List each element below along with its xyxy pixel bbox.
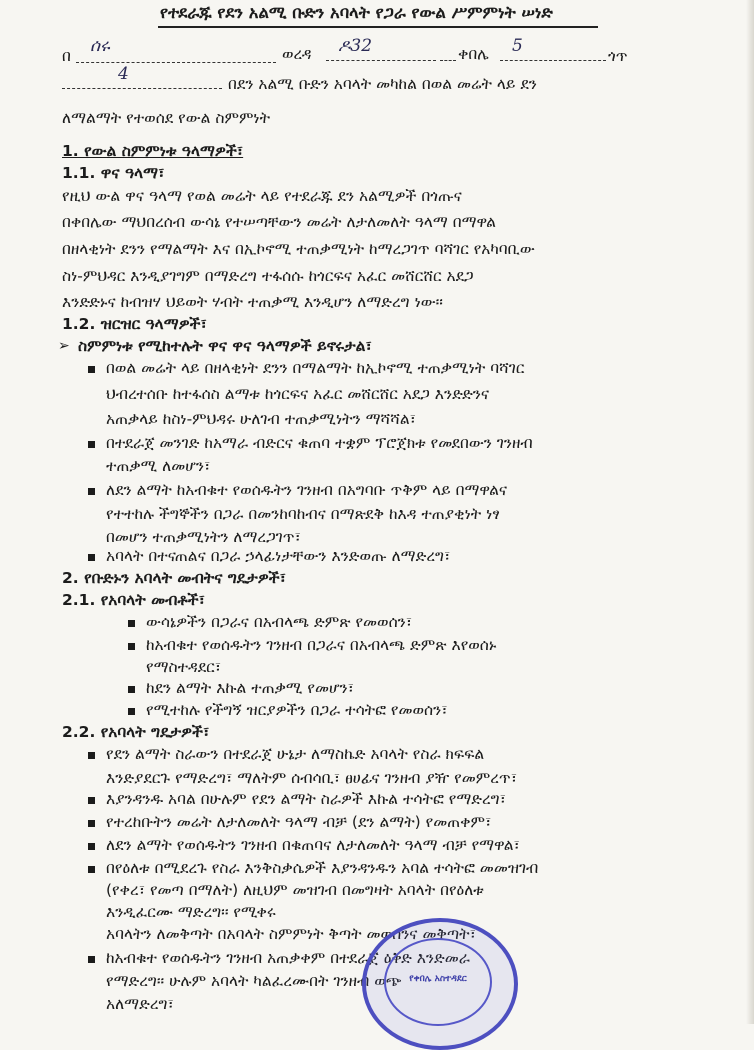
section-2-2-bullet-line: (የቀረ፣ የመጣ በማለት) ለዚህም መዝገብ በመግዛት አባላት በየዕለቱ: [106, 881, 484, 899]
section-2-heading: 2. የቡድኑን አባላት መብትና ግዴታዎች፣: [62, 569, 286, 587]
got-label: ጎጥ: [608, 47, 628, 65]
section-2-2-bullet-line: እንድያደርጉ የማድረግ፣ ማለትም ሰብሳቢ፣ ፀሀፊና ገንዘብ ያዥ የመምረጥ፣: [106, 769, 518, 787]
bullet-icon: [88, 843, 95, 850]
section-2-2-bullet-line: የተረከቡትን መሬት ለታለመለት ዓላማ ብቻ (ደን ልማት) የመጠቀም፣: [106, 813, 492, 831]
bullet-icon: [88, 554, 95, 561]
wereda-handwritten: ዶ32: [338, 36, 373, 56]
section-2-2-bullet-line: አባላትን ለመቅጣት በአባላት ስምምነት ቅጣት መወሰንና መቅጣት፣: [106, 925, 476, 943]
title-underline: [158, 26, 598, 28]
bullet-icon: [128, 643, 135, 650]
section-1-1-line: የዚህ ውል ዋና ዓላማ የወል መሬት ላይ የተደራጁ ደን አልሚዎች በጎጡና: [62, 187, 462, 205]
section-1-2-bullet-line: በወል መሬት ላይ በዘላቂነት ደንን በማልማት ከኢኮኖሚ ተጠቃሚነት ባሻገር: [106, 359, 525, 377]
section-1-1-line: በዘላቂነት ደንን የማልማት እና በኢኮኖሚ ተጠቃሚነት ከማረጋገጥ ባሻገር የአካባቢው: [62, 240, 535, 258]
section-1-1-heading: 1.1. ዋና ዓላማ፣: [62, 164, 165, 182]
bullet-icon: [88, 488, 95, 495]
section-2-2-bullet-line: በየዕለቱ በሚደረጉ የስራ እንቅስቃሴዎች እያንዳንዱን አባል ተሳትፎ መመዝገብ: [106, 859, 539, 877]
section-2-1-bullet-line: ውሳኔዎችን በጋራና በአብላጫ ድምጽ የመወሰን፣: [146, 613, 413, 631]
section-2-2-bullet-line: የደን ልማት ስራውን በተደራጀ ሁኔታ ለማስኬድ አባላት የስራ ክፍፍል: [106, 745, 485, 763]
header-prefix: በ: [62, 47, 71, 65]
count-handwritten: 4: [118, 64, 129, 84]
intro-line-2: ለማልማት የተወሰደ የውል ስምምነት: [62, 109, 271, 127]
count-blank: [62, 88, 222, 89]
section-2-1-bullet-line: ከአብቁተ የወሰዱትን ገንዘብ በጋራና በአብላጫ ድምጽ እየወሰኑ: [146, 636, 497, 654]
section-1-2-bullet-line: በተደራጀ መንገድ ከአማራ ብድርና ቁጠባ ተቋም ፕሮጀክቱ የመደበውን ገንዘብ: [106, 434, 533, 452]
date-blank: [76, 62, 276, 63]
section-2-1-heading: 2.1. የአባላት መብቶች፣: [62, 591, 205, 609]
official-stamp: [362, 918, 518, 1050]
section-2-2-heading: 2.2. የአባላት ግዴታዎች፣: [62, 723, 210, 741]
section-2-2-bullet-line: እያንዳንዱ አባል በሁሉም የደን ልማት ስራዎች እኩል ተሳትፎ የማድረግ፣: [106, 790, 506, 808]
stamp-text: የቀበሌ አስተዳደር: [409, 974, 467, 984]
section-1-2-bullet-line: የተተከሉ ችግኞችን በጋራ በመንከባከብና በማጽደቅ ከእዳ ተጠያቂነት ነፃ: [106, 505, 500, 523]
wereda-blank: [326, 60, 436, 61]
bullet-icon: [88, 366, 95, 373]
section-2-1-bullet-line: የሚተከሉ የችግኝ ዝርያዎችን በጋራ ተሳትፎ የመወሰን፣: [146, 701, 448, 719]
document-title: የተደራጁ የደን አልሚ ቡድን አባላት የጋራ የውል ሥምምነት ሠነድ: [160, 3, 553, 22]
bullet-icon: [88, 441, 95, 448]
section-2-2-bullet-line: አለማድረግ፣: [106, 995, 174, 1013]
kebele-blank: [500, 60, 606, 61]
kebele-blank-left: [440, 60, 456, 61]
section-1-1-line: በቀበሌው ማህበረሰብ ውሳኔ የተሠጣቸውን መሬት ለታለመለት ዓላማ በማዋል: [62, 213, 496, 231]
bullet-icon: [88, 866, 95, 873]
section-1-2-bullet-line: ተጠቃሚ ለመሆን፣: [106, 457, 211, 475]
bullet-icon: [88, 752, 95, 759]
section-1-1-line: እንድድኑና ከብዝሃ ህይወት ሃብት ተጠቃሚ እንዲሆን ለማድረግ ነው፡፡: [62, 293, 443, 311]
intro-line-1: በደን አልሚ ቡድን አባላት መካከል በወል መሬት ላይ ደን: [228, 75, 537, 93]
section-2-2-bullet-line: እንዲፈርሙ ማድረግ፡፡ የሚቀሩ: [106, 903, 276, 921]
section-2-1-bullet-line: ከደን ልማት እኩል ተጠቃሚ የመሆን፣: [146, 679, 355, 697]
section-2-2-bullet-line: የማድረግ፡፡ ሁሉም አባላት ካልፈረሙበት ገንዘብ ወጭ: [106, 972, 402, 990]
section-1-2-heading: 1.2. ዝርዝር ዓላማዎች፣: [62, 315, 207, 333]
bullet-icon: [88, 956, 95, 963]
section-1-1-line: ስነ-ምህዳር እንዲያገግም በማድረግ ተፋሰሱ ከጎርፍና አፈር መሸርሸር አደጋ: [62, 267, 474, 285]
bullet-icon: [128, 708, 135, 715]
section-1-2-lead: ስምምነቱ የሚከተሉት ዋና ዋና ዓላማዎች ይኖሩታል፣: [78, 337, 372, 355]
kebele-label: ቀበሌ: [458, 45, 489, 63]
section-1-2-bullet-line: አባላት በተናጠልና በጋራ ኃላፊነታቸውን እንድወጡ ለማድረግ፣: [106, 547, 451, 565]
bullet-icon: [88, 797, 95, 804]
section-1-heading: 1. የውል ስምምነቱ ዓላማዎች፣: [62, 142, 244, 160]
date-handwritten: ሰሩ: [90, 36, 110, 56]
page-edge-shadow: [746, 0, 754, 1024]
section-1-2-bullet-line: በመሆን ተጠቃሚነትን ለማረጋገጥ፣: [106, 528, 301, 546]
bullet-icon: [128, 620, 135, 627]
section-1-2-bullet-line: አጠቃላይ ከስነ-ምህዳሩ ሁለገብ ተጠቃሚነትን ማሻሻል፣: [106, 410, 417, 428]
section-1-2-bullet-line: ለደን ልማት ከአብቁተ የወሰዱትን ገንዘብ በአግባቡ ጥቅም ላይ በማዋልና: [106, 481, 508, 499]
section-2-1-bullet-line: የማስተዳደር፣: [146, 658, 222, 676]
wereda-label: ወረዳ: [282, 45, 312, 63]
section-1-2-bullet-line: ህብረተሰቡ ከተፋሰስ ልማቱ ከጎርፍና አፈር መሸርሸር አደጋ እንድድንና: [106, 385, 490, 403]
bullet-icon: [128, 686, 135, 693]
bullet-icon: [88, 820, 95, 827]
section-2-2-bullet-line: ለደን ልማት የወሰዱትን ገንዘብ በቁጠባና ለታለመለት ዓላማ ብቻ የማዋል፣: [106, 836, 520, 854]
kebele-handwritten: 5: [512, 36, 523, 56]
arrow-bullet-icon: ➢: [58, 338, 70, 354]
section-2-2-bullet-line: ከአብቁተ የወሰዱትን ገንዘብ አጠቃቀም በተደራጀ ዕቅድ እንድመራ: [106, 949, 470, 967]
